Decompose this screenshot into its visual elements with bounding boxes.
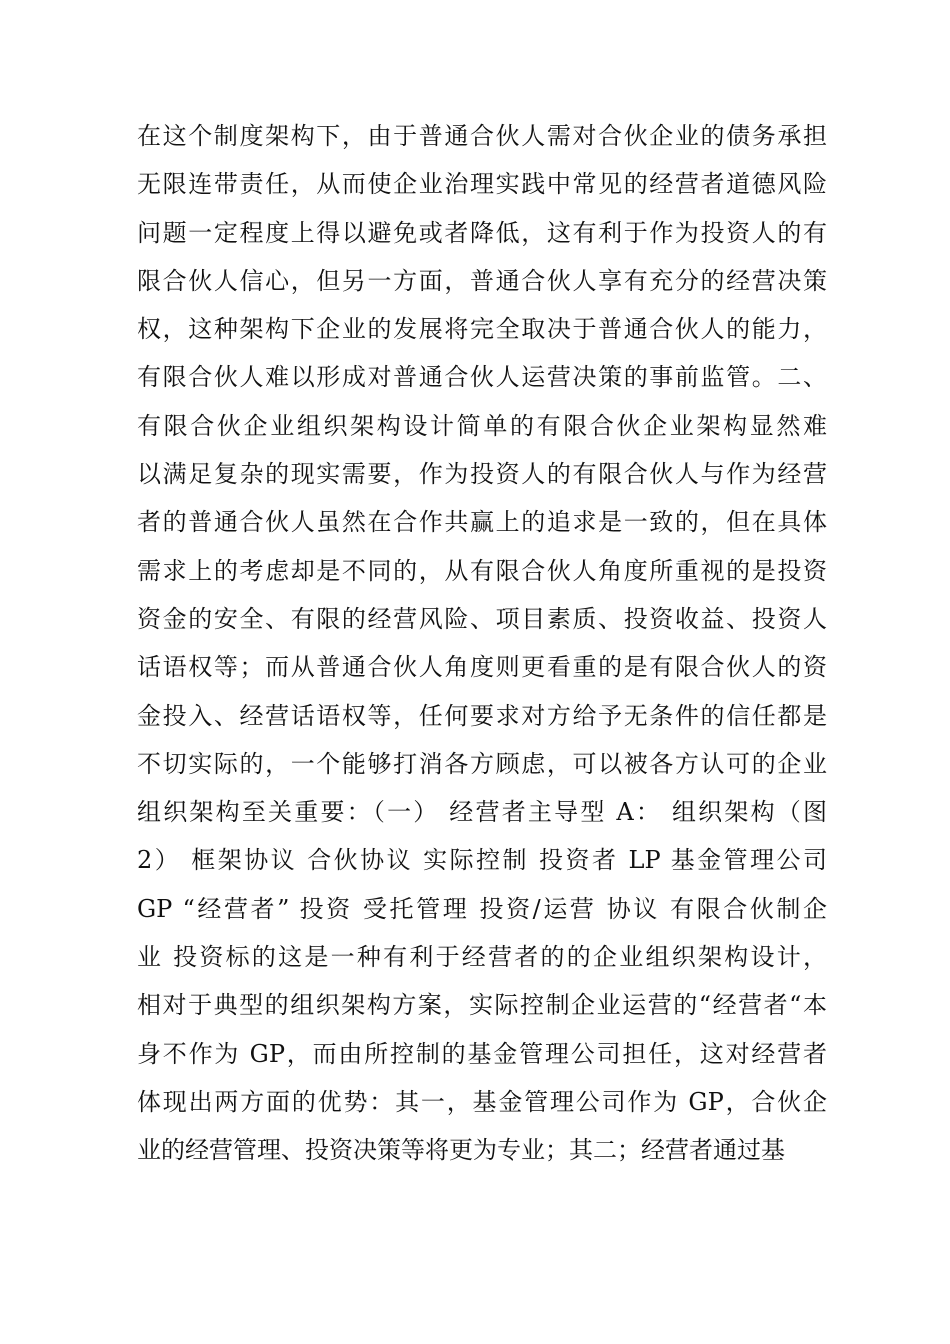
text-line: 有限合伙人难以形成对普通合伙人运营决策的事前监管。二、: [137, 363, 827, 392]
text-line: 组织架构至关重要：（一） 经营者主导型 A： 组织架构（图: [137, 798, 827, 827]
text-line: GP “经营者” 投资 受托管理 投资/运营 协议 有限合伙制企: [137, 894, 827, 923]
text-line: 业的经营管理、投资决策等将更为专业；其二；经营者通过基: [137, 1136, 785, 1165]
body-text: [137, 112, 827, 1175]
text-line: 业 投资标的这是一种有利于经营者的的企业组织架构设计，: [137, 943, 827, 972]
text-line: 资金的安全、有限的经营风险、项目素质、投资收益、投资人: [137, 604, 827, 633]
text-line: 以满足复杂的现实需要，作为投资人的有限合伙人与作为经营: [137, 460, 827, 489]
text-line: 体现出两方面的优势：其一，基金管理公司作为 GP，合伙企: [137, 1087, 827, 1116]
text-line: 金投入、经营话语权等，任何要求对方给予无条件的信任都是: [137, 701, 827, 730]
text-line: 问题一定程度上得以避免或者降低，这有利于作为投资人的有: [137, 218, 827, 247]
text-line: 在这个制度架构下，由于普通合伙人需对合伙企业的债务承担: [137, 122, 827, 150]
text-line: 限合伙人信心，但另一方面，普通合伙人享有充分的经营决策: [137, 266, 827, 295]
text-line: 相对于典型的组织架构方案，实际控制企业运营的“经营者“本: [137, 991, 827, 1020]
text-line: 者的普通合伙人虽然在合作共赢上的追求是一致的，但在具体: [137, 508, 827, 537]
text-line: 话语权等；而从普通合伙人角度则更看重的是有限合伙人的资: [137, 653, 827, 682]
text-line: 需求上的考虑却是不同的，从有限合伙人角度所重视的是投资: [137, 556, 827, 585]
text-line: 不切实际的，一个能够打消各方顾虑，可以被各方认可的企业: [137, 749, 827, 778]
text-line: 身不作为 GP，而由所控制的基金管理公司担任，这对经营者: [137, 1039, 827, 1068]
text-line: 无限连带责任，从而使企业治理实践中常见的经营者道德风险: [137, 170, 827, 199]
text-line: 权，这种架构下企业的发展将完全取决于普通合伙人的能力，: [137, 315, 827, 344]
text-line: 2） 框架协议 合伙协议 实际控制 投资者 LP 基金管理公司: [137, 846, 827, 875]
text-line: 有限合伙企业组织架构设计简单的有限合伙企业架构显然难: [137, 411, 827, 440]
